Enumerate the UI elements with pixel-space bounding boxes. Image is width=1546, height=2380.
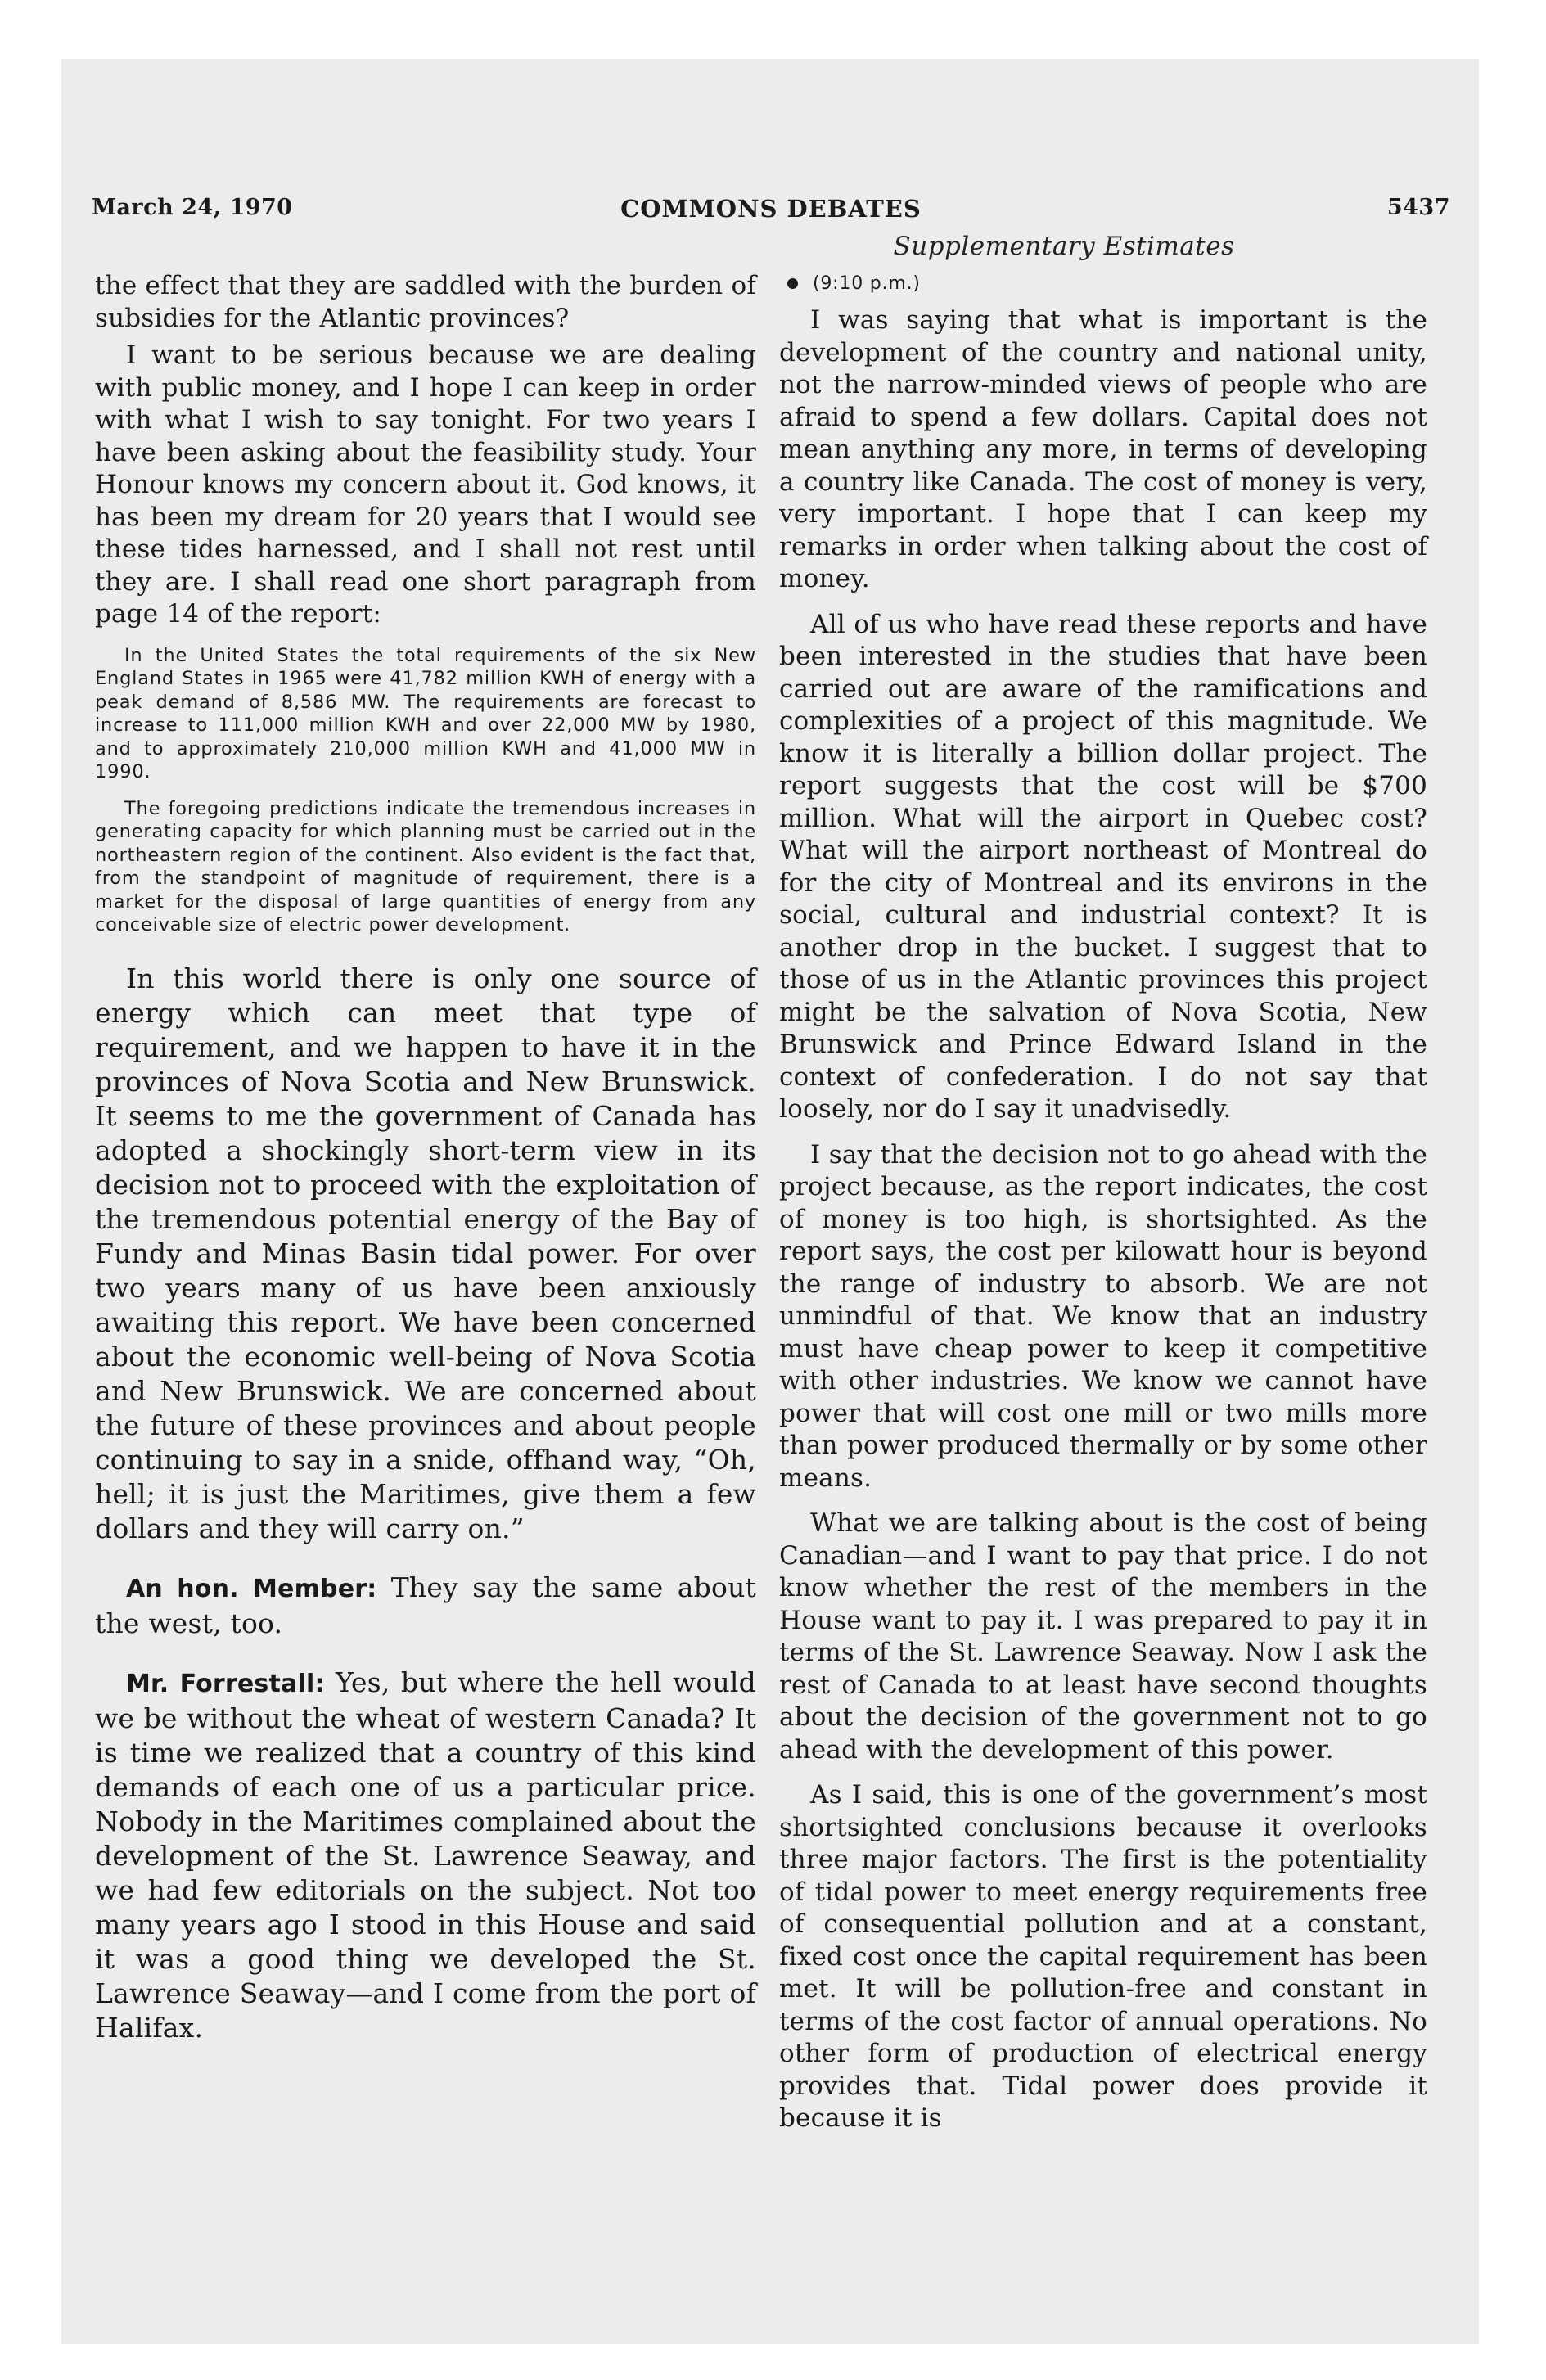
paragraph: the effect that they are saddled with the burden of subsidies for the Atlantic provinces?	[95, 271, 756, 333]
paragraph: What we are talking about is the cost of being Canadian—and I want to pay that price. I do not know whether the rest of the members in the House want to pay it. I was prepared to pay it in terms of the St. Lawrence Seaway. Now I ask the rest of Canada to at least have second thoughts about the decision of the government not to go ahead with the development of this power.	[779, 1508, 1427, 1765]
paragraph: In this world there is only one source of energy which can meet that type of requirement, and we happen to have it in the provinces of Nova Scotia and New Brunswick. It seems to me the government of Canada has adopted a shockingly short-term view in its decision not to proceed with the exploitation of the tremendous potential energy of the Bay of Fundy and Minas Basin tidal power. For over two years many of us have been anxiously awaiting this report. We have been concerned about the economic well-being of Nova Scotia and New Brunswick. We are concerned about the future of these provinces and about people continuing to say in a snide, offhand way, “Oh, hell; it is just the Maritimes, give them a few dollars and they will carry on.”	[95, 962, 756, 1544]
speech-paragraph	[95, 1571, 756, 1641]
header-title: COMMONS DEBATES	[620, 195, 922, 223]
left-column	[95, 270, 756, 2045]
time-marker-text: (9:10 p.m.)	[813, 273, 921, 294]
paragraph: All of us who have read these reports and have been interested in the studies that have been carried out are aware of the ramifications and complexities of a project of this magnitude. We know it is literally a billion dollar project. The report suggests that the cost will be $700 million. What will the airport in Quebec cost? What will the airport northeast of Montreal do for the city of Montreal and its environs in the social, cultural and industrial context? It is another drop in the bucket. I suggest that to those of us in the Atlantic provinces this project might be the salvation of Nova Scotia, New Brunswick and Prince Edward Island in the context of confederation. I do not say that loosely, nor do I say it unadvisedly.	[779, 609, 1427, 1124]
speaker-name: Mr. Forrestall:	[126, 1669, 325, 1698]
speech-text: Yes, but where the hell would we be without the wheat of western Canada? It is time we realized that a country of this kind demands of each one of us a particular price. Nobody in the Maritimes complained about the development of the St. Lawrence Seaway, and we had few editorials on the subject. Not too many years ago I stood in this House and said it was a good thing we developed the St. Lawrence Seaway—and I come from the port of Halifax.	[95, 1666, 756, 2044]
paragraph: I was saying that what is important is the development of the country and national unity, not the narrow-minded views of people who are afraid to spend a few dollars. Capital does not mean anything any more, in terms of developing a country like Canada. The cost of money is very, very important. I hope that I can keep my remarks in order when talking about the cost of money.	[779, 305, 1427, 593]
bullet-icon	[787, 278, 798, 289]
right-column	[779, 270, 1427, 2135]
speaker-name: An hon. Member:	[126, 1574, 377, 1603]
block-quote: In the United States the total requirements of the six New England States in 1965 were 41,782 million KWH of energy with a peak demand of 8,586 MW. The requirements are forecast to increase to 111,000 million KWH and over 22,000 MW by 1980, and to approximately 210,000 million KWH and 41,000 MW in 1990.	[95, 644, 756, 782]
subsection-heading: Supplementary Estimates	[893, 232, 1235, 261]
speech-text: They say the same about the west, too.	[95, 1571, 756, 1639]
block-quote: The foregoing predictions indicate the tremendous increases in generating capacity for which planning must be carried out in the northeastern region of the continent. Also evident is the fact that, from the standpoint of magnitude of requirement, there is a market for the disposal of large quantities of energy from any conceivable size of electric power development.	[95, 797, 756, 935]
paragraph: I want to be serious because we are dealing with public money, and I hope I can keep in order with what I wish to say tonight. For two years I have been asking about the feasibility study. Your Honour knows my concern about it. God knows, it has been my dream for 20 years that I would see these tides harnessed, and I shall not rest until they are. I shall read one short paragraph from page 14 of the report:	[95, 340, 756, 629]
time-marker	[779, 272, 1427, 296]
header-page-number: 5437	[1386, 195, 1450, 220]
paragraph: I say that the decision not to go ahead with the project because, as the report indicates, the cost of money is too high, is shortsighted. As the report says, the cost per kilowatt hour is beyond the range of industry to absorb. We are not unmindful of that. We know that an industry must have cheap power to keep it competitive with other industries. We know we cannot have power that will cost one mill or two mills more than power produced thermally or by some other means.	[779, 1139, 1427, 1493]
paragraph: As I said, this is one of the government’s most shortsighted conclusions because it overlooks three major factors. The first is the potentiality of tidal power to meet energy requirements free of consequential pollution and at a constant, fixed cost once the capital requirement has been met. It will be pollution-free and constant in terms of the cost factor of annual operations. No other form of production of electrical energy provides that. Tidal power does provide it because it is	[779, 1780, 1427, 2133]
page-header	[92, 195, 1450, 236]
speech-paragraph	[95, 1666, 756, 2045]
header-date: March 24, 1970	[92, 195, 293, 220]
